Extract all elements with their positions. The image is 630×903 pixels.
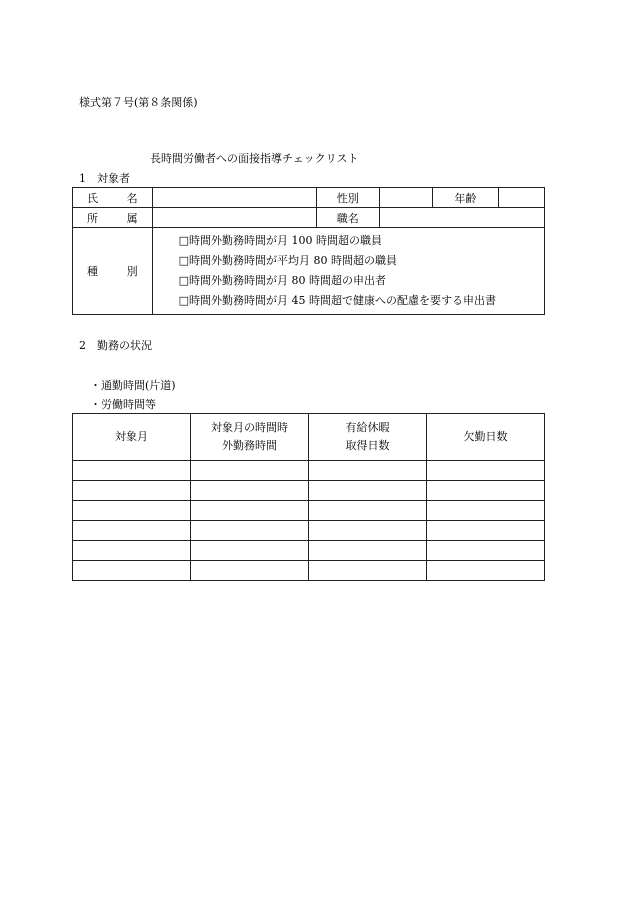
dept-label-cell: 所 属	[73, 208, 153, 228]
age-label: 年齢	[433, 188, 498, 208]
table-row	[73, 461, 545, 481]
subject-table	[72, 187, 545, 315]
col-header-absence: 欠勤日数	[427, 414, 545, 461]
cell[interactable]	[73, 521, 191, 541]
dept-field[interactable]	[152, 208, 316, 228]
col-header-overtime: 対象月の時間時 外勤務時間	[191, 414, 309, 461]
form-number: 様式第７号(第８条関係)	[79, 96, 198, 109]
cell[interactable]	[73, 561, 191, 581]
cell[interactable]	[73, 541, 191, 561]
cell[interactable]	[427, 461, 545, 481]
commute-label: ・通勤時間(片道)	[90, 379, 176, 392]
page-title: 長時間労働者への面接指導チェックリスト	[150, 152, 359, 165]
cell[interactable]	[73, 461, 191, 481]
cell[interactable]	[191, 501, 309, 521]
cell[interactable]	[191, 461, 309, 481]
position-field[interactable]	[379, 208, 544, 228]
table-row	[73, 541, 545, 561]
cell[interactable]	[309, 521, 427, 541]
work-hours-label: ・労働時間等	[90, 398, 156, 411]
cell[interactable]	[309, 541, 427, 561]
table-row	[73, 481, 545, 501]
cell[interactable]	[191, 521, 309, 541]
position-label: 職名	[316, 208, 379, 228]
cell[interactable]	[427, 481, 545, 501]
type-option-3[interactable]: □時間外勤務時間が月 80 時間超の申出者	[178, 274, 386, 287]
cell[interactable]	[191, 481, 309, 501]
section2-heading: 2 勤務の状況	[79, 339, 152, 352]
cell[interactable]	[73, 501, 191, 521]
type-label-cell: 種 別	[73, 228, 153, 315]
cell[interactable]	[73, 481, 191, 501]
cell[interactable]	[191, 541, 309, 561]
type-option-1[interactable]: □時間外勤務時間が月 100 時間超の職員	[178, 234, 382, 247]
cell[interactable]	[427, 561, 545, 581]
cell[interactable]	[191, 561, 309, 581]
type-options	[152, 228, 544, 315]
name-field[interactable]	[152, 188, 316, 208]
cell[interactable]	[309, 561, 427, 581]
table-row	[73, 501, 545, 521]
cell[interactable]	[309, 481, 427, 501]
work-status-table	[72, 413, 545, 581]
type-option-2[interactable]: □時間外勤務時間が平均月 80 時間超の職員	[178, 254, 397, 267]
gender-field[interactable]	[379, 188, 432, 208]
cell[interactable]	[427, 501, 545, 521]
age-field[interactable]	[498, 188, 544, 208]
type-option-4[interactable]: □時間外勤務時間が月 45 時間超で健康への配慮を要する申出書	[178, 294, 496, 307]
cell[interactable]	[427, 541, 545, 561]
col-header-paid-leave: 有給休暇 取得日数	[309, 414, 427, 461]
table-row	[73, 521, 545, 541]
cell[interactable]	[309, 501, 427, 521]
name-label-cell: 氏 名	[73, 188, 153, 208]
col-header-month: 対象月	[73, 414, 191, 461]
section1-heading: 1 対象者	[79, 172, 130, 185]
cell[interactable]	[309, 461, 427, 481]
table-row	[73, 561, 545, 581]
gender-label: 性別	[316, 188, 379, 208]
cell[interactable]	[427, 521, 545, 541]
